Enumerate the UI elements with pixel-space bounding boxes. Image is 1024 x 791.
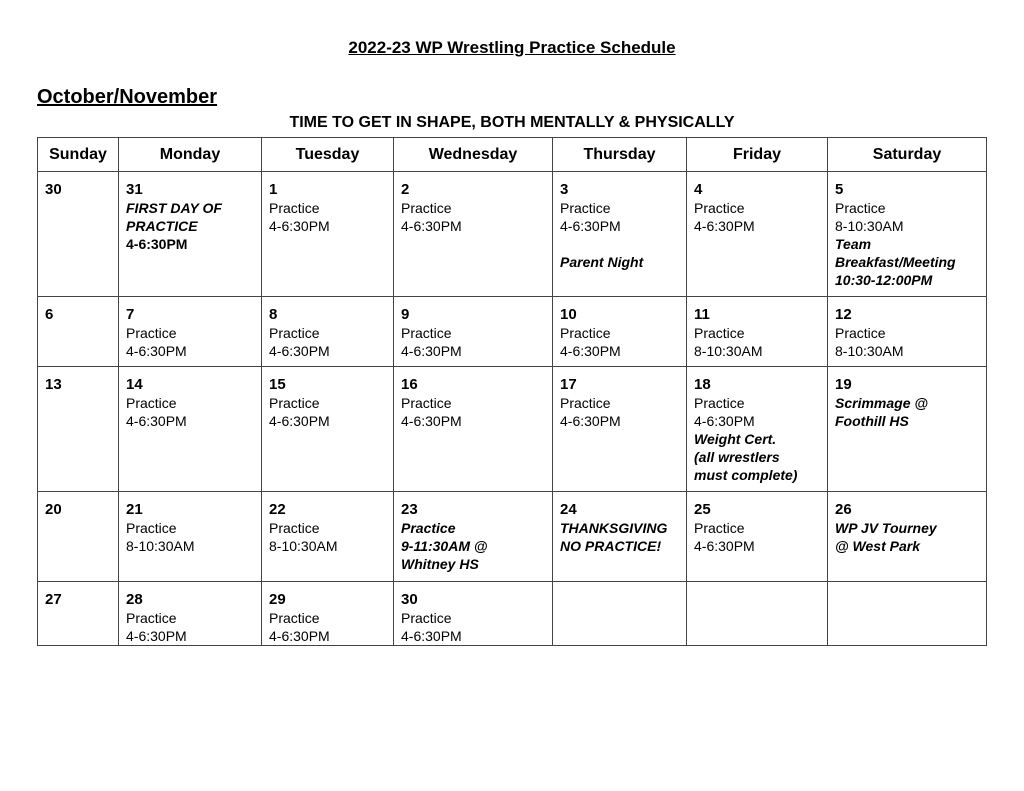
event-text: Weight Cert. bbox=[694, 431, 777, 447]
day-cell bbox=[119, 297, 262, 367]
event-text: Practice bbox=[560, 395, 611, 411]
day-cell bbox=[262, 297, 394, 367]
day-cell bbox=[262, 582, 394, 646]
day-cell bbox=[38, 367, 119, 492]
day-cell bbox=[119, 582, 262, 646]
calendar-table bbox=[37, 137, 987, 646]
event-text: THANKSGIVING bbox=[560, 520, 668, 536]
event-text: 4-6:30PM bbox=[401, 628, 462, 644]
event-text: 4-6:30PM bbox=[401, 218, 462, 234]
day-cell bbox=[394, 492, 553, 582]
event-text: 4-6:30PM bbox=[269, 343, 330, 359]
event-text: Practice bbox=[401, 520, 456, 536]
document-title: 2022-23 WP Wrestling Practice Schedule bbox=[348, 38, 676, 57]
weekday-header: Tuesday bbox=[262, 138, 394, 172]
event-text: NO PRACTICE! bbox=[560, 538, 662, 554]
event-text: 8-10:30AM bbox=[694, 343, 763, 359]
weekday-header: Sunday bbox=[38, 138, 119, 172]
event-text: Practice bbox=[694, 395, 745, 411]
event-text: Practice bbox=[694, 325, 745, 341]
event-text: 4-6:30PM bbox=[126, 343, 187, 359]
day-number: 21 bbox=[126, 501, 143, 518]
day-number: 7 bbox=[126, 306, 135, 323]
day-cell bbox=[38, 297, 119, 367]
event-text: Practice bbox=[401, 395, 452, 411]
day-number: 3 bbox=[560, 181, 569, 198]
day-cell bbox=[394, 297, 553, 367]
day-cell bbox=[553, 297, 687, 367]
day-number: 30 bbox=[45, 181, 62, 198]
day-number: 20 bbox=[45, 501, 62, 518]
day-number: 18 bbox=[694, 376, 711, 393]
day-cell bbox=[38, 492, 119, 582]
event-text: Breakfast/Meeting bbox=[835, 254, 956, 270]
event-text: Practice bbox=[560, 325, 611, 341]
day-cell bbox=[394, 582, 553, 646]
event-text: Practice bbox=[401, 610, 452, 626]
day-number: 10 bbox=[560, 306, 577, 323]
week-row bbox=[38, 297, 987, 367]
day-number: 15 bbox=[269, 376, 286, 393]
weekday-header-row bbox=[38, 138, 987, 172]
event-text: 4-6:30PM bbox=[560, 343, 621, 359]
event-text: Practice bbox=[694, 200, 745, 216]
event-text: 4-6:30PM bbox=[126, 413, 187, 429]
event-text: Scrimmage @ bbox=[835, 395, 929, 411]
event-text: (all wrestlers bbox=[694, 449, 780, 465]
day-number: 4 bbox=[694, 181, 703, 198]
event-text: 4-6:30PM bbox=[694, 413, 755, 429]
event-text: Whitney HS bbox=[401, 556, 479, 572]
weekday-header: Thursday bbox=[553, 138, 687, 172]
day-number: 14 bbox=[126, 376, 143, 393]
day-number: 25 bbox=[694, 501, 711, 518]
day-number: 16 bbox=[401, 376, 418, 393]
event-text: 4-6:30PM bbox=[126, 236, 188, 252]
event-text: 10:30-12:00PM bbox=[835, 272, 933, 288]
week-row bbox=[38, 492, 987, 582]
day-cell bbox=[119, 492, 262, 582]
event-text: Practice bbox=[835, 325, 886, 341]
day-number: 8 bbox=[269, 306, 278, 323]
section-heading: October/November bbox=[37, 86, 218, 108]
day-cell bbox=[262, 367, 394, 492]
weekday-header: Saturday bbox=[828, 138, 987, 172]
event-text: 8-10:30AM bbox=[269, 538, 338, 554]
day-number: 6 bbox=[45, 306, 54, 323]
event-text: 4-6:30PM bbox=[401, 413, 462, 429]
day-cell bbox=[828, 582, 987, 646]
day-number: 28 bbox=[126, 591, 143, 608]
schedule-subtitle: TIME TO GET IN SHAPE, BOTH MENTALLY & PHYSICALLY bbox=[289, 114, 735, 131]
event-text: Practice bbox=[269, 520, 320, 536]
week-row bbox=[38, 172, 987, 297]
day-cell bbox=[687, 367, 828, 492]
day-number: 22 bbox=[269, 501, 286, 518]
day-cell bbox=[38, 582, 119, 646]
day-cell bbox=[394, 172, 553, 297]
day-number: 17 bbox=[560, 376, 577, 393]
event-text: Practice bbox=[835, 200, 886, 216]
event-text: Practice bbox=[401, 200, 452, 216]
day-cell bbox=[119, 367, 262, 492]
day-cell bbox=[262, 172, 394, 297]
event-text: 4-6:30PM bbox=[694, 218, 755, 234]
day-cell bbox=[828, 492, 987, 582]
day-number: 29 bbox=[269, 591, 286, 608]
event-text: Practice bbox=[269, 395, 320, 411]
day-cell bbox=[687, 492, 828, 582]
event-text: 4-6:30PM bbox=[269, 218, 330, 234]
event-text: 8-10:30AM bbox=[126, 538, 195, 554]
event-text: WP JV Tourney bbox=[835, 520, 937, 536]
day-number: 11 bbox=[694, 306, 710, 323]
event-text: 4-6:30PM bbox=[560, 218, 621, 234]
day-cell bbox=[687, 297, 828, 367]
event-text: Practice bbox=[269, 200, 320, 216]
event-text: Practice bbox=[126, 610, 177, 626]
week-row bbox=[38, 367, 987, 492]
day-cell bbox=[394, 367, 553, 492]
event-text: Practice bbox=[126, 325, 177, 341]
event-text: 9-11:30AM @ bbox=[401, 538, 488, 554]
event-text: Practice bbox=[269, 610, 320, 626]
event-text: 8-10:30AM bbox=[835, 343, 904, 359]
day-cell bbox=[687, 582, 828, 646]
event-text: 4-6:30PM bbox=[269, 413, 330, 429]
day-number: 9 bbox=[401, 306, 410, 323]
day-cell bbox=[553, 367, 687, 492]
day-cell bbox=[828, 172, 987, 297]
event-text: Team bbox=[835, 236, 872, 252]
day-number: 12 bbox=[835, 306, 852, 323]
weekday-header: Friday bbox=[687, 138, 828, 172]
day-cell bbox=[553, 582, 687, 646]
event-text: Practice bbox=[269, 325, 320, 341]
day-number: 19 bbox=[835, 376, 852, 393]
day-number: 31 bbox=[126, 181, 143, 198]
event-text: 4-6:30PM bbox=[126, 628, 187, 644]
day-cell bbox=[828, 367, 987, 492]
day-cell bbox=[262, 492, 394, 582]
event-text: @ West Park bbox=[835, 538, 920, 554]
day-cell bbox=[828, 297, 987, 367]
day-number: 1 bbox=[269, 181, 278, 198]
day-number: 24 bbox=[560, 501, 577, 518]
event-text: must complete) bbox=[694, 467, 798, 483]
event-text: Practice bbox=[401, 325, 452, 341]
event-text: 8-10:30AM bbox=[835, 218, 904, 234]
event-text: FIRST DAY OF bbox=[126, 200, 222, 216]
event-text: Practice bbox=[560, 200, 611, 216]
event-text: Practice bbox=[126, 395, 177, 411]
event-text: 4-6:30PM bbox=[694, 538, 755, 554]
day-cell bbox=[38, 172, 119, 297]
day-cell bbox=[553, 492, 687, 582]
event-text: Parent Night bbox=[560, 254, 644, 270]
day-cell bbox=[553, 172, 687, 297]
event-text: 4-6:30PM bbox=[560, 413, 621, 429]
day-number: 26 bbox=[835, 501, 852, 518]
weekday-header: Monday bbox=[119, 138, 262, 172]
day-cell bbox=[687, 172, 828, 297]
week-row bbox=[38, 582, 987, 646]
day-number: 13 bbox=[45, 376, 62, 393]
event-text: Practice bbox=[694, 520, 745, 536]
day-number: 23 bbox=[401, 501, 418, 518]
day-cell bbox=[119, 172, 262, 297]
day-number: 5 bbox=[835, 181, 844, 198]
event-text: 4-6:30PM bbox=[401, 343, 462, 359]
day-number: 2 bbox=[401, 181, 410, 198]
day-number: 27 bbox=[45, 591, 62, 608]
weekday-header: Wednesday bbox=[394, 138, 553, 172]
event-text: Practice bbox=[126, 520, 177, 536]
event-text: 4-6:30PM bbox=[269, 628, 330, 644]
event-text: PRACTICE bbox=[126, 218, 198, 234]
day-number: 30 bbox=[401, 591, 418, 608]
event-text: Foothill HS bbox=[835, 413, 909, 429]
